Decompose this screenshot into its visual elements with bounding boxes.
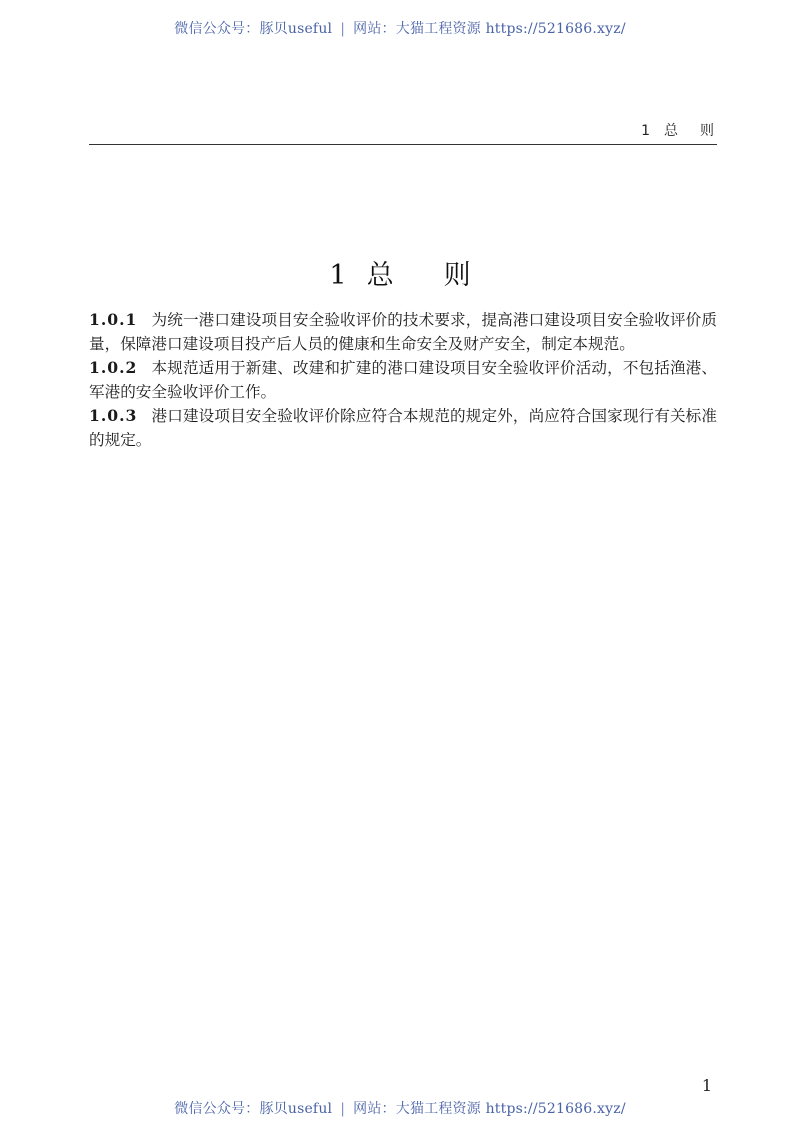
watermark-top — [0, 18, 800, 38]
watermark-wechat: 微信公众号：豚贝useful — [174, 21, 333, 37]
watermark-bottom — [0, 1098, 800, 1118]
clause-text: 为统一港口建设项目安全验收评价的技术要求，提高港口建设项目安全验收评价质量，保障港口建设项目投产后人员的健康和生命安全及财产安全，制定本规范。 — [89, 311, 717, 353]
chapter-body — [89, 308, 717, 452]
clause — [89, 356, 717, 404]
running-header-title: 总则 — [664, 123, 736, 139]
chapter-title — [0, 253, 800, 292]
watermark-site: 网站：大猫工程资源 https://521686.xyz/ — [353, 1101, 626, 1117]
clause-number: 1.0.1 — [89, 310, 138, 329]
running-header — [641, 120, 736, 140]
watermark-site: 网站：大猫工程资源 https://521686.xyz/ — [353, 21, 626, 37]
running-header-number: 1 — [641, 123, 650, 139]
watermark-separator: | — [340, 1101, 346, 1117]
clause-text: 港口建设项目安全验收评价除应符合本规范的规定外，尚应符合国家现行有关标准的规定。 — [89, 407, 717, 449]
header-rule — [89, 144, 717, 145]
clause-number: 1.0.2 — [89, 358, 138, 377]
clause-text: 本规范适用于新建、改建和扩建的港口建设项目安全验收评价活动，不包括渔港、军港的安全验收评价工作。 — [89, 359, 717, 401]
clause-number: 1.0.3 — [89, 406, 138, 425]
clause — [89, 404, 717, 452]
chapter-number: 1 — [329, 260, 347, 291]
watermark-separator: | — [340, 21, 346, 37]
watermark-wechat: 微信公众号：豚贝useful — [174, 1101, 333, 1117]
page-number: 1 — [701, 1076, 712, 1095]
chapter-title-text: 总则 — [366, 260, 521, 291]
clause — [89, 308, 717, 356]
